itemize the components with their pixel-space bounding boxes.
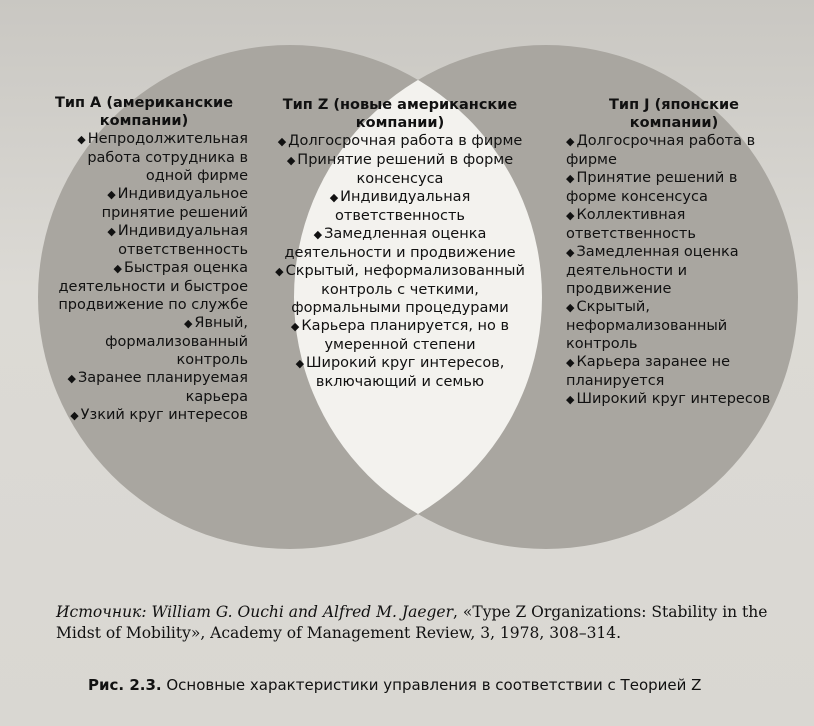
list-item xyxy=(566,390,782,409)
list-item xyxy=(40,314,248,369)
list-item-text: Коллективная ответственность xyxy=(566,207,696,242)
list-item-text: Явный, формализованный контроль xyxy=(105,315,248,368)
list-item xyxy=(272,188,528,225)
list-item-text: Карьера планируется, но в умеренной степени xyxy=(301,318,510,353)
diamond-bullet-icon: ◆ xyxy=(566,209,575,222)
diamond-bullet-icon: ◆ xyxy=(183,317,193,330)
type-a-column xyxy=(40,94,248,425)
list-item-text: Непродолжительная работа сотрудника в одной фирме xyxy=(87,131,248,184)
list-item xyxy=(272,225,528,262)
diamond-bullet-icon: ◆ xyxy=(295,357,305,370)
source-authors: William G. Ouchi and Alfred M. Jaeger xyxy=(151,603,454,621)
source-text: , «Type Z Organizations: Stability in the Midst of Mobility», Academy of Management Review, 3, 1978, 308–314. xyxy=(56,603,768,642)
list-item xyxy=(272,317,528,354)
list-item xyxy=(566,243,782,298)
diamond-bullet-icon: ◆ xyxy=(107,225,116,238)
diamond-bullet-icon: ◆ xyxy=(566,301,575,314)
list-item-text: Индивидуальная ответственность xyxy=(335,189,471,224)
list-item-text: Скрытый, неформализованный контроль с четкими, формальными процедурами xyxy=(285,263,525,316)
diamond-bullet-icon: ◆ xyxy=(290,320,300,333)
diamond-bullet-icon: ◆ xyxy=(286,154,296,167)
caption-label: Рис. 2.3. xyxy=(88,676,162,694)
type-a-heading: Тип A (американские компании) xyxy=(54,95,234,129)
list-item xyxy=(40,259,248,314)
diamond-bullet-icon: ◆ xyxy=(566,356,575,369)
list-item xyxy=(272,354,528,391)
figure-caption xyxy=(88,676,788,694)
type-j-column xyxy=(566,96,782,409)
list-item-text: Широкий круг интересов xyxy=(576,391,771,407)
list-item xyxy=(566,353,782,390)
list-item-text: Индивидуальное принятие решений xyxy=(101,186,248,221)
list-item-text: Принятие решений в форме консенсуса xyxy=(566,170,738,205)
list-item-text: Быстрая оценка деятельности и быстрое продвижение по службе xyxy=(58,260,248,313)
diamond-bullet-icon: ◆ xyxy=(329,191,339,204)
list-item-text: Долгосрочная работа в фирме xyxy=(288,133,523,149)
list-item xyxy=(40,369,248,406)
source-label: Источник xyxy=(56,603,142,621)
list-item-text: Принятие решений в форме консенсуса xyxy=(297,152,514,187)
type-z-column xyxy=(272,96,528,391)
diamond-bullet-icon: ◆ xyxy=(277,135,287,148)
list-item xyxy=(272,262,528,317)
list-item-text: Узкий круг интересов xyxy=(80,407,248,423)
list-item-text: Индивидуальная ответственность xyxy=(117,223,248,258)
diamond-bullet-icon: ◆ xyxy=(107,188,116,201)
diamond-bullet-icon: ◆ xyxy=(275,265,284,278)
list-item xyxy=(272,151,528,188)
list-item xyxy=(566,298,782,353)
list-item-text: Карьера заранее не планируется xyxy=(566,354,731,389)
list-item xyxy=(272,132,528,151)
diamond-bullet-icon: ◆ xyxy=(113,262,122,275)
list-item xyxy=(40,130,248,185)
list-item-text: Широкий круг интересов, включающий и семью xyxy=(306,355,505,390)
list-item-text: Заранее планируемая карьера xyxy=(78,370,248,405)
diamond-bullet-icon: ◆ xyxy=(313,228,323,241)
list-item-text: Скрытый, неформализованный контроль xyxy=(566,299,728,352)
list-item xyxy=(566,206,782,243)
list-item-text: Замедленная оценка деятельности и продвижение xyxy=(284,226,516,261)
diamond-bullet-icon: ◆ xyxy=(70,409,79,422)
list-item-text: Долгосрочная работа в фирме xyxy=(566,133,756,168)
list-item xyxy=(40,406,248,425)
diamond-bullet-icon: ◆ xyxy=(77,133,86,146)
type-z-heading: Тип Z (новые американские компании) xyxy=(282,97,518,131)
type-j-heading: Тип J (японские компании) xyxy=(609,97,739,131)
caption-text: Основные характеристики управления в соответствии с Теорией Z xyxy=(166,676,702,694)
list-item xyxy=(40,185,248,222)
list-item xyxy=(566,132,782,169)
list-item xyxy=(566,169,782,206)
diamond-bullet-icon: ◆ xyxy=(566,246,575,259)
diamond-bullet-icon: ◆ xyxy=(67,372,76,385)
list-item-text: Замедленная оценка деятельности и продвижение xyxy=(566,244,739,297)
diamond-bullet-icon: ◆ xyxy=(566,135,575,148)
diamond-bullet-icon: ◆ xyxy=(566,172,575,185)
source-note: Источник: William G. Ouchi and Alfred M. Jaeger, «Type Z Organizations: Stability in the Midst of Mobility», Academy of Management Review, 3, 1978, 308–314. xyxy=(56,603,768,642)
list-item xyxy=(40,222,248,259)
diamond-bullet-icon: ◆ xyxy=(566,393,575,406)
